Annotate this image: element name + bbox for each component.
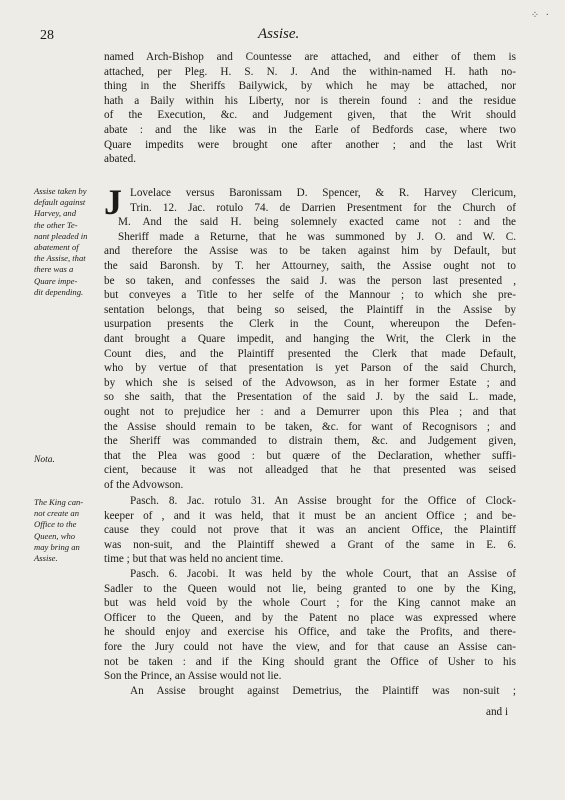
text-line: ought not to prejudice her : and a Demurrer upon this Plea ; and that xyxy=(104,405,516,418)
drop-cap: J xyxy=(104,182,122,222)
margin-line: default against xyxy=(34,197,86,208)
margin-line: Assise taken by xyxy=(34,186,87,196)
text-line: the Sheriff was commanded to distrain them, &c. and Judgement given, xyxy=(104,435,516,448)
margin-line: abatement of xyxy=(34,241,79,252)
margin-note-assise-default xyxy=(34,186,102,298)
margin-line: The King can- xyxy=(34,497,84,507)
margin-line: Office to the xyxy=(34,519,77,530)
text-line: and therefore the Assise was to be taken against him by Default, but xyxy=(104,245,516,258)
text-line: that the Plea was good : but quære of the Declaration, whether suffi- xyxy=(104,449,516,462)
margin-line: Harvey, and xyxy=(34,208,77,219)
text-line: Quare impedits were brought one after another ; and the last Writ xyxy=(104,138,516,151)
text-line: who by vertue of that presentation is yet Parson of the said Church, xyxy=(104,362,516,375)
text-line: An Assise brought against Demetrius, the Plaintiff was non-suit ; xyxy=(130,684,516,697)
text-line: be so taken, and confesses the said J. was the person last presented , xyxy=(104,274,516,287)
margin-line: dit depending. xyxy=(34,286,84,297)
text-line: the said Baronsh. by T. her Attourney, saith, the Assise ought not to xyxy=(104,259,516,272)
text-line: attached, per Pleg. H. S. N. J. And the within-named H. hath no- xyxy=(104,65,516,78)
margin-line: the Assise, that xyxy=(34,253,86,264)
text-line: named Arch-Bishop and Countesse are attached, and either of them is xyxy=(104,51,516,63)
text-line: fore the Jury could not have the view, and for that cause an Assise can- xyxy=(104,640,516,653)
margin-line: there was a xyxy=(34,264,74,275)
margin-line: nant pleaded in xyxy=(34,230,88,241)
text-line: he should enjoy and exercise his Office, and take the Profits, and there- xyxy=(104,626,516,639)
text-line: of the Advowson. xyxy=(104,478,184,491)
text-line: Son the Prince, an Assise would not lie. xyxy=(104,670,282,683)
margin-line: Queen, who xyxy=(34,530,76,541)
page-number: 28 xyxy=(40,28,54,43)
text-line: was non-suit, and the Plaintiff shewed a Grant of the same in E. 6. xyxy=(104,538,516,551)
margin-line: the other Te- xyxy=(34,219,78,230)
text-line: but was held void by the whole Court ; for the King cannot make an xyxy=(104,597,516,610)
text-line: not be taken : and if the King should grant the Office of Usher to his xyxy=(104,655,516,668)
paragraph-office-cases xyxy=(104,494,516,698)
margin-note-nota: Nota. xyxy=(34,455,55,465)
text-line: the Assise should remain to be taken, &c. for want of Recognisors ; and xyxy=(104,420,516,433)
text-line: Officer to the Queen, and by the Patent no place was expressed where xyxy=(104,611,516,624)
text-line: by which she is seised of the Advowson, as in her former Estate ; and xyxy=(104,376,516,389)
text-line: so she saith, that the Presentation of the said J. by the said L. made, xyxy=(104,391,516,404)
margin-line: Quare impe- xyxy=(34,275,78,286)
margin-line: may bring an xyxy=(34,541,80,552)
corner-marks: ⁘ · xyxy=(530,10,551,21)
text-line: of the Execution, &c. and Judgement given, that the Writ should xyxy=(104,109,516,122)
catchword: and i xyxy=(486,706,509,718)
text-line: thing in the Sheriffs Bailywick, by which he may be attached, nor xyxy=(104,80,516,93)
text-line: abated. xyxy=(104,153,136,166)
text-line: Sheriff made a Returne, that he was summoned by J. O. and W. C. xyxy=(118,230,516,243)
text-line: Trin. 12. Jac. rotulo 74. de Darrien Presentment for the Church of xyxy=(130,201,516,214)
text-line: Count dies, and the Plaintiff presented the Clerk that made Default, xyxy=(104,347,516,360)
text-line: cient, because it was not alleadged that he that presented was seised xyxy=(104,464,516,477)
margin-line: Assise. xyxy=(34,552,58,563)
text-line: M. And the said H. being solemnely exacted came not : and the xyxy=(118,216,516,229)
text-line: Pasch. 6. Jacobi. It was held by the whole Court, that an Assise of xyxy=(130,567,516,580)
margin-note-king-queen-office xyxy=(34,497,102,564)
text-line: hath a Baily within his Liberty, nor is therein found : and the residue xyxy=(104,94,516,107)
margin-line: not create an xyxy=(34,508,80,519)
paragraph-lovelace-case xyxy=(104,182,516,492)
text-line: usurpation presents the Clerk in the Count, whereupon the Defen- xyxy=(104,318,516,331)
text-line: Lovelace versus Baronissam D. Spencer, & R. Harvey Clericum, xyxy=(130,187,516,199)
text-line: Pasch. 8. Jac. rotulo 31. An Assise brought for the Office of Clock- xyxy=(130,495,516,507)
text-line: sentation belongs, that being so seised, the Plaintiff in the Assise by xyxy=(104,303,516,316)
text-line: abate : and the like was in the Earle of Bedfords case, where two xyxy=(104,123,516,136)
paragraph-continuation xyxy=(104,50,516,167)
text-line: dant brought a Quare impedit, and hanging the Writ, the Clerk in the xyxy=(104,332,516,345)
text-line: Sadler to the Queen would not lie, being granted to one by the King, xyxy=(104,582,516,595)
text-line: cause they could not prove that it was an ancient Office, the Plaintiff xyxy=(104,524,516,537)
page-header xyxy=(0,26,565,48)
running-title: Assise. xyxy=(258,26,300,42)
text-line: time ; but that was held no ancient time. xyxy=(104,553,284,566)
text-line: but conveyes a Title to her selfe of the Mannour ; to which she pre- xyxy=(104,289,516,302)
text-line: keeper of , and it was held, that it must be an ancient Office ; and be- xyxy=(104,509,516,522)
